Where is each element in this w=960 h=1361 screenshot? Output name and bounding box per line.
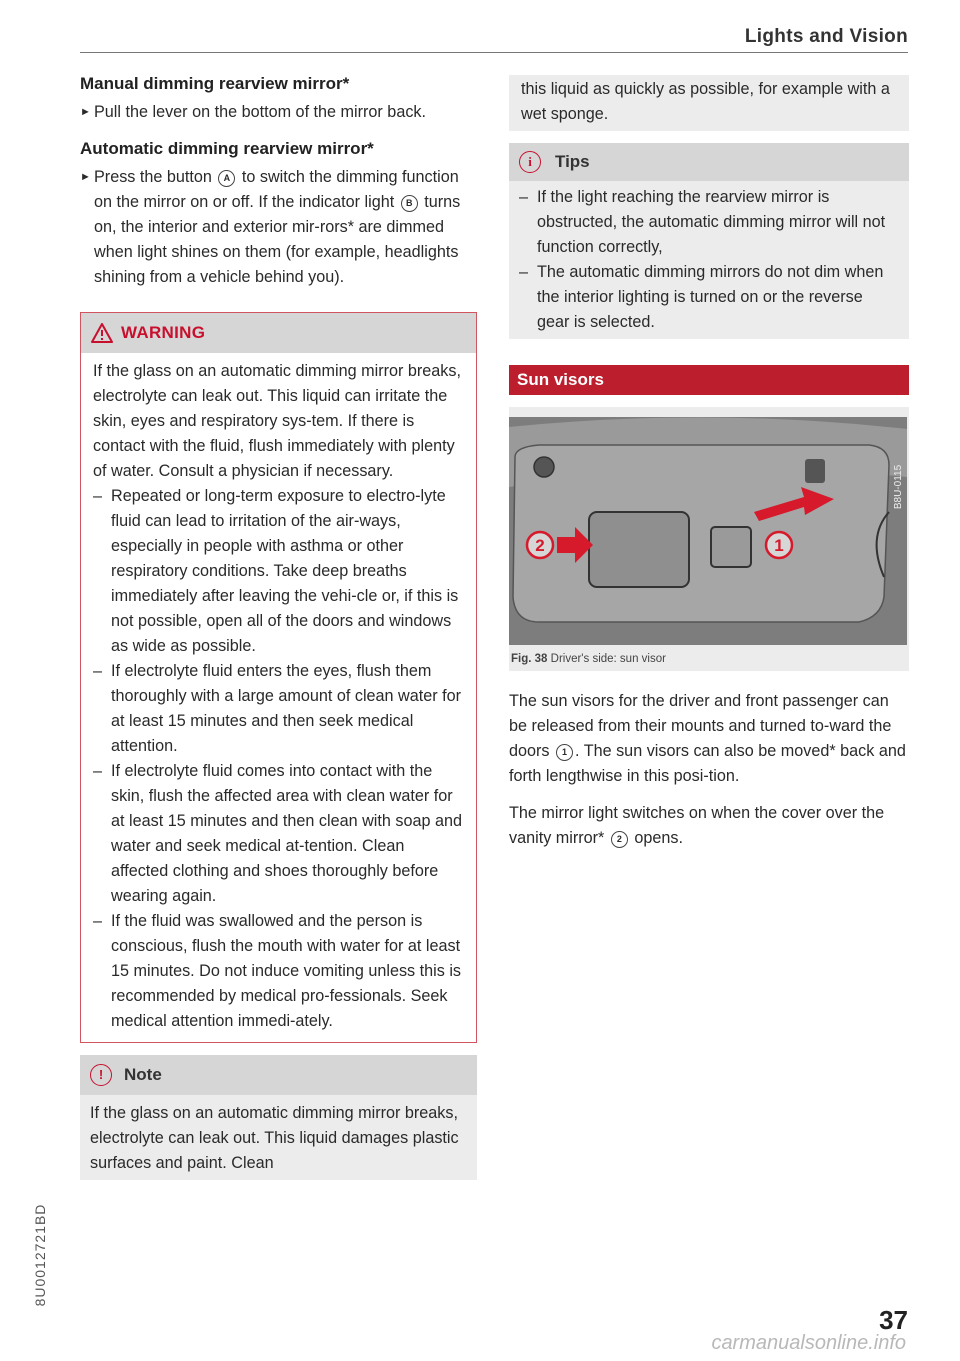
note-continued-text: this liquid as quickly as possible, for example with a wet sponge. [521,80,890,123]
warning-box [80,312,477,1043]
callout-1-label: 1 [774,536,784,555]
right-column [509,75,909,851]
figure-caption [509,645,909,665]
manual-dimming-text: Pull the lever on the bottom of the mirror back. [94,103,427,121]
tips-item-text: The automatic dimming mirrors do not dim when the interior lighting is turned on or the reverse gear is selected. [537,263,884,331]
sun-visors-section-title: Sun visors [509,365,909,395]
sun-visor-illustration [509,417,907,645]
warning-item: – If electrolyte fluid comes into contact with the skin, flush the affected area with clean water for at least 15 minutes and then clean with soap and water and seek medical at-tention. Clean affected clothing and shoes thoroughly before wearing again. [93,762,462,905]
header-section-title: Lights and Vision [744,26,908,47]
warning-triangle-icon [91,323,113,343]
warning-item-text: If the fluid was swallowed and the person is conscious, flush the mouth with water for at least 15 minutes. Do not induce vomiting unless this is recommended by medical pro-fessionals. Seek medical attention immedi-ately. [111,912,462,1030]
warning-header [81,313,476,353]
figure-caption-number: Fig. 38 [511,653,548,665]
auto-text-b: to switch the dimming function on the mirror on or off. If the indicator light [94,168,459,211]
auto-text-c: turns on, the interior and exterior mir-rors* are dimmed when light shines on them (for example, headlights shining from a vehicle behind you). [94,193,461,286]
side-document-code [28,1180,52,1330]
bullet-arrow-icon: ► [80,171,91,183]
figure-sun-visor [509,407,909,671]
tips-item: – If the light reaching the rearview mirror is obstructed, the automatic dimming mirror will not function correctly, [519,188,886,256]
figure-caption-text: Driver's side: sun visor [550,653,666,665]
footer-watermark: carmanualsonline.info [711,1332,906,1354]
warning-item: – If electrolyte fluid enters the eyes, flush them thoroughly with a large amount of clean water for at least 15 minutes and then seek medical attention. [93,662,462,755]
para1-text-a: The sun visors for the driver and front passenger can be released from their mounts and turned to-ward the doors [509,692,892,760]
marker-1-icon: 1 [556,744,573,761]
info-icon: i [519,151,541,173]
automatic-dimming-heading: Automatic dimming rearview mirror* [80,139,374,158]
side-document-code-text: 8U0012721BD [32,1203,48,1307]
left-column [80,70,477,1180]
tips-label: Tips [555,152,590,171]
warning-item: – Repeated or long-term exposure to electro-lyte fluid can lead to irritation of the air-ways, especially in people with asthma or other respiratory conditions. Take deep breaths immediately after leaving the vehi-cle or, if this is not possible, open all of the doors and windows as wide as possible. [93,487,459,655]
figure-code-label: B8U-0115 [893,464,904,510]
tips-item: – The automatic dimming mirrors do not dim when the interior lighting is turned on or the reverse gear is selected. [519,263,884,331]
warning-item: – If the fluid was swallowed and the person is conscious, flush the mouth with water for at least 15 minutes. Do not induce vomiting unless this is recommended by medical pro-fessionals. Seek medical attention immedi-ately. [93,912,462,1030]
marker-a-icon: A [218,170,235,187]
manual-dimming-instruction [80,100,477,125]
note-text: If the glass on an automatic dimming mirror breaks, electrolyte can leak out. This liquid damages plastic surfaces and paint. Clean [90,1104,459,1172]
para1-text-b: . The sun visors can also be moved* back and forth lengthwise in this posi-tion. [509,742,906,785]
marker-2-icon: 2 [611,831,628,848]
header-rule [80,52,908,53]
para2-text-a: The mirror light switches on when the cover over the vanity mirror* [509,804,885,847]
warning-item-text: If electrolyte fluid comes into contact with the skin, flush the affected area with clean water for at least 15 minutes and then clean with soap and water and seek medical at-tention. Clean affected clothing and shoes thoroughly before wearing again. [111,762,462,905]
page-number: 37 [879,1305,908,1335]
warning-item-text: Repeated or long-term exposure to electro-lyte fluid can lead to irritation of the air-ways, especially in people with asthma or other respiratory conditions. Take deep breaths immediately after leaving the vehi-cle or, if this is not possible, open all of the doors and windows as wide as possible. [111,487,459,655]
tips-item-text: If the light reaching the rearview mirror is obstructed, the automatic dimming mirror will not function correctly, [537,188,886,256]
sun-visor-paragraph-2 [509,801,909,851]
warning-item-text: If electrolyte fluid enters the eyes, flush them thoroughly with a large amount of clean water for at least 15 minutes and then seek medical attention. [111,662,462,755]
tips-header [509,143,909,181]
automatic-dimming-instruction [80,165,477,290]
auto-text-a: Press the button [94,168,212,186]
callout-2-label: 2 [535,536,545,555]
marker-b-icon: B [401,195,418,212]
warning-label: WARNING [121,323,206,342]
note-header [80,1055,477,1095]
note-label: Note [124,1065,162,1084]
sun-visor-paragraph-1 [509,689,909,789]
tips-body [509,181,909,339]
para2-text-b: opens. [634,829,683,847]
manual-dimming-heading: Manual dimming rearview mirror* [80,74,350,93]
warning-intro: If the glass on an automatic dimming mirror breaks, electrolyte can leak out. This liquid can irritate the skin, eyes and respiratory sys-tem. If there is contact with the fluid, flush immediately with plenty of water. Consult a physician if necessary. [93,362,461,480]
note-continued-box [509,75,909,131]
warning-body [81,353,476,1042]
note-box [80,1055,477,1180]
bullet-arrow-icon: ► [80,106,91,118]
sun-visor-drawing [509,417,907,645]
note-body [80,1095,477,1180]
note-exclamation-icon: ! [90,1064,112,1086]
